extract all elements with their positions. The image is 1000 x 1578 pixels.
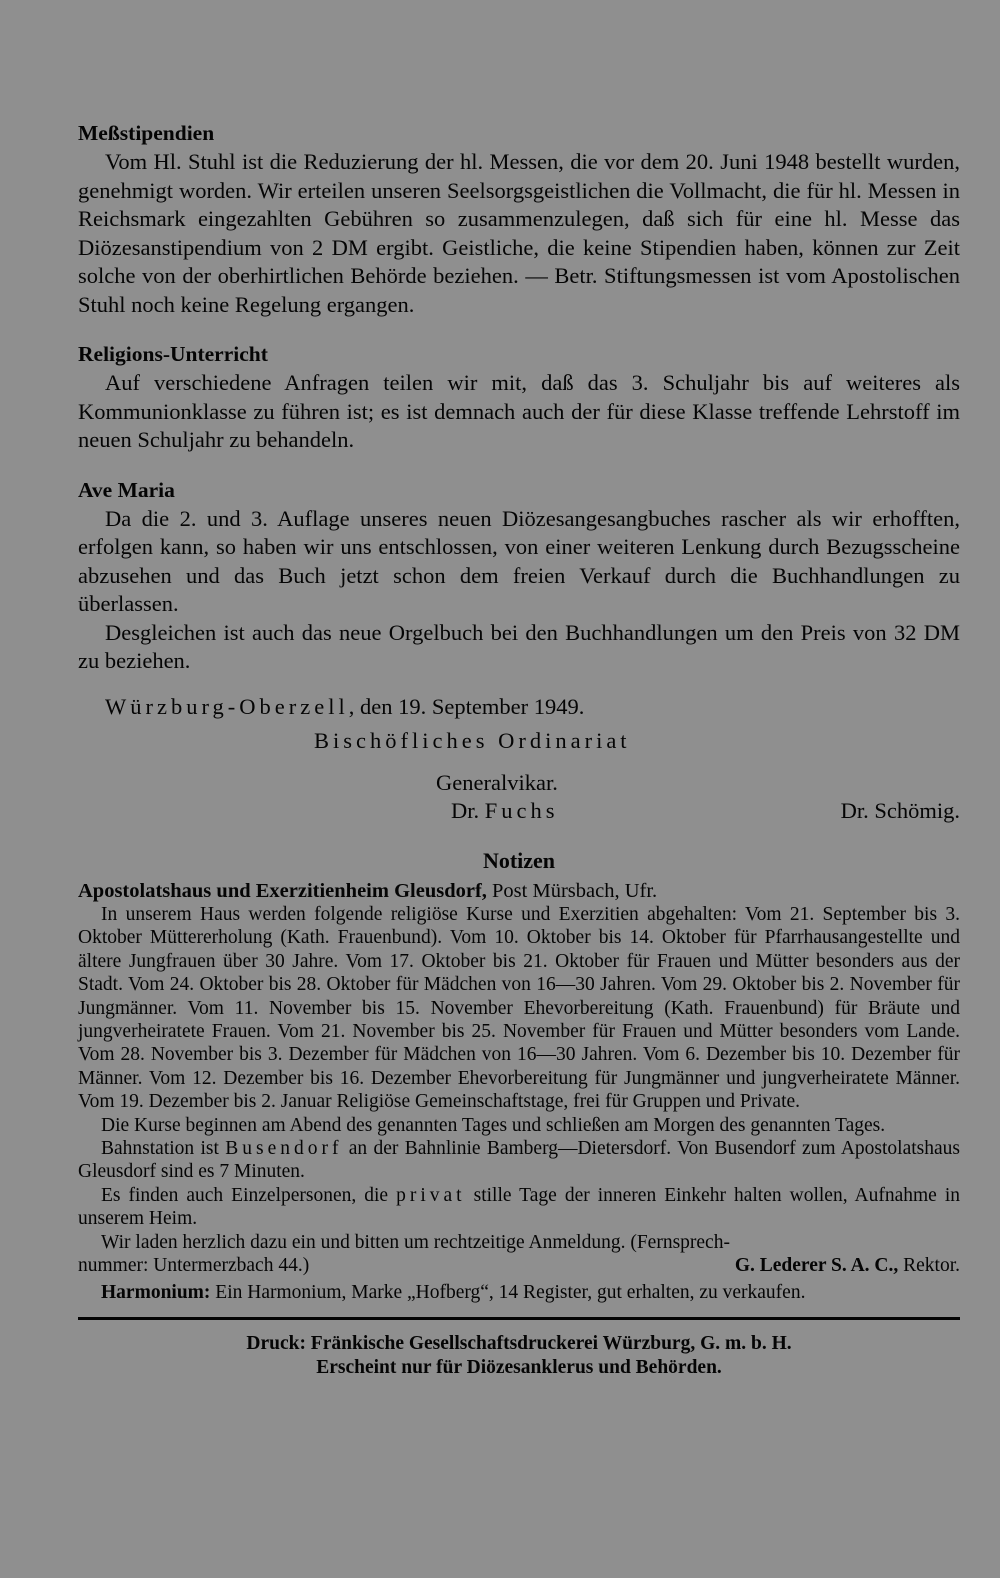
office-name: Bischöfliches Ordinariat: [314, 727, 631, 753]
invitation: Wir laden herzlich dazu ein und bitten um rechtzeitige Anmeldung. (Fernsprech-: [101, 1231, 730, 1253]
harmonium-notice: [78, 1281, 960, 1304]
section-title: Ave Maria: [78, 477, 175, 502]
rector-title: Rektor.: [898, 1255, 960, 1276]
retreat-info: [78, 1184, 960, 1231]
document-page: [78, 118, 960, 1380]
section-religions-unterricht: [78, 339, 960, 455]
section-title: Religions-Unterricht: [78, 342, 268, 366]
role: Generalvikar.: [436, 769, 558, 795]
rector-signature: [735, 1254, 960, 1277]
course-times: Die Kurse beginnen am Abend des genannten Tages und schließen am Morgen des genannten Tages.: [101, 1114, 886, 1136]
notizen-title: Notizen: [482, 847, 556, 873]
section-messstipendien: [78, 118, 960, 319]
rector-name: G. Lederer S. A. C.,: [734, 1255, 899, 1276]
retreat-info-text: stille Tage der inneren Einkehr halten wollen, Aufnahme in unserem Heim.: [78, 1184, 960, 1230]
phone-number: nummer: Untermerzbach 44.): [78, 1255, 310, 1276]
place: Würzburg-Oberzell: [105, 693, 349, 719]
notizen-section: [78, 880, 960, 1305]
private-word: privat: [396, 1184, 466, 1206]
section-body: Vom Hl. Stuhl ist die Reduzierung der hl. Messen, die vor dem 20. Juni 1948 bestellt wurden, genehmigt worden. Wir erteilen unseren Seelsorgsgeistlichen die Vollmacht, die für hl. Messen in Reichsmark eingezahlten Gebühren so zusammenzulegen, daß sich für eine hl. Messe das Diözesanstipendium von 2 DM ergibt. Geistliche, die keine Stipendien haben, können zur Zeit solche von der oberhirtlichen Behörde beziehen. — Betr. Stiftungsmessen ist vom Apostolischen Stuhl noch keine Regelung ergangen.: [78, 149, 960, 317]
retreat-info-text: Es finden auch Einzelpersonen, die: [101, 1184, 397, 1206]
section-body: Da die 2. und 3. Auflage unseres neuen Diözesangesangbuches rascher als wir erhofften, erfolgen kann, so haben wir uns entschlossen, von einer weiteren Lenkung durch Bezugsscheine abzusehen und das Buch jetzt schon dem freien Verkauf durch die Buchhandlungen zu überlassen.: [78, 505, 960, 616]
section-ave-maria: [78, 475, 960, 676]
signatory-left-prefix: Dr.: [451, 797, 485, 823]
signature-block: [78, 690, 960, 823]
house-address: Post Mürsbach, Ufr.: [486, 879, 658, 902]
date: , den 19. September 1949.: [348, 693, 585, 719]
place-date: [105, 690, 584, 724]
travel-info-text: an der Bahnlinie Bamberg—Dietersdorf. Von Busendorf zum Apostolatshaus Gleusdorf sind es 7 Minuten.: [78, 1137, 960, 1183]
section-title: Meßstipendien: [78, 121, 215, 145]
distribution-line: Erscheint nur für Diözesanklerus und Behörden.: [316, 1356, 722, 1378]
travel-info-text: Bahnstation ist: [101, 1137, 226, 1159]
signatory-right: Dr. Schömig.: [840, 797, 960, 823]
invitation-sign-row: [78, 1254, 960, 1277]
harmonium-text: Ein Harmonium, Marke „Hofberg“, 14 Register, gut erhalten, zu verkaufen.: [210, 1282, 806, 1304]
footer: [78, 1332, 960, 1380]
signatory-left-name: Fuchs: [484, 797, 559, 823]
house-name: Apostolatshaus und Exerzitienheim Gleusdorf,: [78, 879, 487, 902]
harmonium-label: Harmonium:: [101, 1282, 211, 1304]
section-body: Desgleichen ist auch das neue Orgelbuch bei den Buchhandlungen um den Preis von 32 DM zu beziehen.: [78, 619, 960, 673]
footer-rule: [78, 1317, 960, 1320]
section-body: Auf verschiedene Anfragen teilen wir mit, daß das 3. Schuljahr bis auf weiteres als Kommunionklasse zu führen ist; es ist demnach auch der für diese Klasse treffende Lehrstoff im neuen Schuljahr zu behandeln.: [78, 370, 960, 452]
house-heading: [78, 880, 960, 903]
printer-line: Druck: Fränkische Gesellschaftsdruckerei Würzburg, G. m. b. H.: [246, 1332, 792, 1354]
signatory-left: [451, 794, 559, 828]
travel-info: [78, 1137, 960, 1184]
station-name: Busendorf: [225, 1137, 343, 1159]
course-list: In unserem Haus werden folgende religiöse Kurse und Exerzitien abgehalten: Vom 21. September bis 3. Oktober Müttererholung (Kath. Frauenbund). Vom 10. Oktober bis 14. Oktober für Pfarrhausangestellte und ältere Jungfrauen über 30 Jahre. Vom 17. Oktober bis 21. Oktober für Frauen und Mütter besonders aus der Stadt. Vom 24. Oktober bis 28. Oktober für Mädchen von 16—30 Jahren. Vom 29. Oktober bis 2. November für Jungmänner. Vom 11. November bis 15. November Ehevorbereitung (Kath. Frauenbund) für Bräute und jungverheiratete Frauen. Vom 21. November bis 25. November für Frauen und Mütter besonders vom Lande. Vom 28. November bis 3. Dezember für Mädchen von 16—30 Jahren. Vom 6. Dezember bis 10. Dezember für Männer. Vom 12. Dezember bis 16. Dezember Ehevorbereitung für Jungmänner und jungverheiratete Männer. Vom 19. Dezember bis 2. Januar Religiöse Gemeinschaftstage, frei für Gruppen und Private.: [78, 903, 960, 1113]
